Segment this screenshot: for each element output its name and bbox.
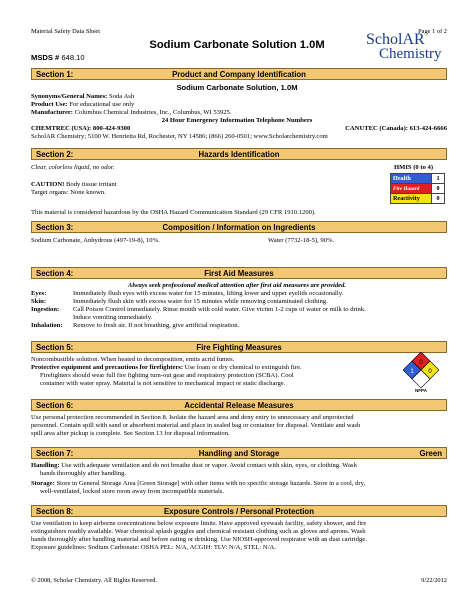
section-5-header: Section 5: Fire Fighting Measures xyxy=(31,341,447,353)
fire-line-1: Noncombustible solution. When heated to decomposition, emits acrid fumes. xyxy=(31,356,235,363)
first-aid-advice: Always seek professional medical attention after first aid measures are provided. xyxy=(127,282,347,289)
product-name: Sodium Carbonate Solution, 1.0M xyxy=(176,83,298,92)
nfpa-reactivity-value: 0 xyxy=(428,369,432,375)
storage-cont: well-ventilated, locked store room away from incompatible materials. xyxy=(40,488,225,495)
company-address: ScholAR Chemistry; 5100 W. Henrietta Rd, Rochester, NY 14586; (866) 260-0501; www.Scholarchemistry.com xyxy=(31,133,328,140)
manufacturer: Manufacturer: Columbus Chemical Industries, Inc., Columbus, WI 53925. xyxy=(31,109,232,116)
msds-number: MSDS # 648.10 xyxy=(31,53,85,62)
hmis-health-value: 1 xyxy=(432,174,445,184)
footer-date: 9/22/2012 xyxy=(421,577,447,584)
exposure-line-4: Exposure guidelines: Sodium Carbonate: OSHA PEL: N/A, ACGIH: TLV: N/A, STEL: N/A. xyxy=(31,544,276,551)
release-line-3: spill area after pickup is complete. See Section 13 for disposal information. xyxy=(31,430,230,437)
hmis-health-label: Health xyxy=(391,174,432,184)
target-organs: Target organs: None known. xyxy=(31,189,106,196)
handling: Handling: Use with adequate ventilation and do not breathe dust or vapor. Avoid contact with skin, eyes, or clothing. Wash xyxy=(31,462,357,469)
hmis-reactivity-label: Reactivity xyxy=(391,194,432,204)
page-title: Sodium Carbonate Solution 1.0M xyxy=(149,39,325,51)
handling-cont: hands thoroughly after handling. xyxy=(40,470,127,477)
exposure-line-2: extinguishers readily available. Wear chemical splash goggles and chemical resistant clothing such as gloves and aprons. Wash xyxy=(31,528,366,535)
ingredient-1: Sodium Carbonate, Anhydrous (497-19-8), 10%. xyxy=(31,237,160,244)
nfpa-health-value: 1 xyxy=(410,369,414,375)
section-1-header: Section 1: Product and Company Identification xyxy=(31,68,447,80)
fire-ppe: Protective equipment and precautions for firefighters: Use foam or dry chemical to extinguish fire. xyxy=(31,364,302,371)
section-6-header: Section 6: Accidental Release Measures xyxy=(31,399,447,411)
exposure-line-1: Use ventilation to keep airborne concentrations below exposure limits. Have approved eyewash facility, safety shower, and fire xyxy=(31,520,367,527)
section-8-header: Section 8: Exposure Controls / Personal Protection xyxy=(31,505,447,517)
section-2-header: Section 2: Hazards Identification xyxy=(31,148,447,160)
hmis-title: HMIS (0 to 4) xyxy=(394,164,434,171)
footer-copyright: © 2008, Scholar Chemistry. All Rights Reserved. xyxy=(31,577,158,584)
hmis-table xyxy=(390,173,445,204)
product-use: Product Use: For educational use only xyxy=(31,101,135,108)
first-aid-ingestion: Ingestion: Call Poison Control immediately. Rinse mouth with cold water. Give victim 1-2 cups of water or milk to drink. xyxy=(31,306,366,313)
section-3-header: Section 3: Composition / Information on Ingredients xyxy=(31,221,447,233)
synonyms: Synonyms/General Names: Soda Ash xyxy=(31,93,135,100)
nfpa-diamond-icon xyxy=(403,352,439,392)
exposure-line-3: hands thoroughly after handling material and before eating or drinking. Use NIOSH-approved respirator with an dust cartridge. xyxy=(31,536,367,543)
hmis-fire-value: 0 xyxy=(432,184,445,194)
release-line-2: personnel. Contain spill with sand or absorbent material and place in sealed bag or container for disposal. Ventilate and wash xyxy=(31,422,361,429)
fire-ppe-2: Firefighters should wear full fire fighting turn-out gear and respiratory protection (SCBA). Cool xyxy=(40,372,294,379)
nfpa-fire-value: 0 xyxy=(419,360,423,366)
first-aid-ingestion-cont: Induce vomiting immediately. xyxy=(73,314,153,321)
osha-statement: This material is considered hazardous by the OSHA Hazard Communication Standard (29 CFR 1910.1200). xyxy=(31,209,316,216)
first-aid-eyes: Eyes: Immediately flush eyes with excess water for 15 minutes, lifting lower and upper eyelids occasionally. xyxy=(31,290,344,297)
storage: Storage: Store in General Storage Area [Green Storage] with other items with no specific storage hazards. Store in a cool, dry, xyxy=(31,480,366,487)
first-aid-skin: Skin: Immediately flush skin with excess water for 15 minutes while removing contaminated clothing. xyxy=(31,298,328,305)
hmis-reactivity-value: 0 xyxy=(432,194,445,204)
doc-type: Material Safety Data Sheet xyxy=(31,28,101,35)
emergency-heading: 24 Hour Emergency Information Telephone Numbers xyxy=(161,117,313,124)
fire-ppe-3: container with water spray. Material is not sensitive to mechanical impact or static discharge. xyxy=(40,380,286,387)
first-aid-inhalation: Inhalation: Remove to fresh air. If not breathing, give artificial respiration. xyxy=(31,322,240,329)
section-7-header: Section 7: Handling and Storage Green xyxy=(31,447,447,459)
release-line-1: Use personal protection recommended in Section 8. Isolate the hazard area and deny entry to unnecessary and unprotected xyxy=(31,414,354,421)
ingredient-2: Water (7732-18-5), 90%. xyxy=(268,237,335,244)
caution: CAUTION! Body tissue irritant xyxy=(31,181,117,188)
appearance: Clear, colorless liquid, no odor. xyxy=(31,164,115,171)
nfpa-label: NFPA xyxy=(415,388,427,392)
section-4-header: Section 4: First Aid Measures xyxy=(31,267,447,279)
scholar-chemistry-logo: ScholAR Chemistry xyxy=(366,31,442,62)
chemtrec-phone: CHEMTREC (USA): 800-424-9300 xyxy=(31,125,131,132)
canutec-phone: CANUTEC (Canada): 613-424-6666 xyxy=(345,125,447,132)
page-number: Page 1 of 2 xyxy=(418,28,447,35)
hmis-fire-label: Fire Hazard xyxy=(391,184,432,194)
